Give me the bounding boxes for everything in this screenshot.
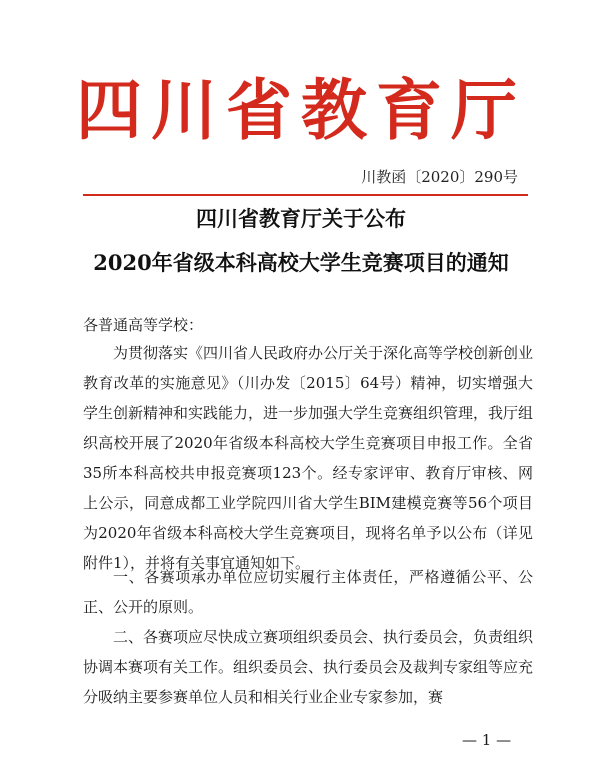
letterhead-title: 四川省教育厅 (76, 71, 526, 149)
salutation: 各普通高等学校： (83, 316, 204, 334)
document-number: 川教函〔2020〕290号 (361, 168, 518, 186)
body-paragraph-2: 一、各赛项承办单位应切实履行主体责任，严格遵循公平、公正、公开的原则。 (83, 568, 533, 616)
body-paragraph-3: 二、各赛项应尽快成立赛项组织委员会、执行委员会，负责组织协调本赛项有关工作。组织委员会、执行委员会及裁判专家组等应充分吸纳主要参赛单位人员和相关行业企业专家参加，赛 (83, 628, 534, 706)
notice-title-line-2: 2020年省级本科高校大学生竞赛项目的通知 (93, 250, 509, 275)
notice-title-line-1: 四川省教育厅关于公布 (196, 206, 406, 231)
page-number: — 1 — (462, 731, 512, 749)
body-paragraph-1: 为贯彻落实《四川省人民政府办公厅关于深化高等学校创新创业教育改革的实施意见》（川办发〔2015〕64号）精神，切实增强大学生创新精神和实践能力，进一步加强大学生竞赛组织管理，我厅组织高校开展了2020年省级本科高校大学生竞赛项目申报工作。全省35所本科高校共申报竞赛项123个。经专家评审、教育厅审核、网上公示，同意成都工业学院四川省大学生BIM建模竞赛等56个项目为2020年省级本科高校大学生竞赛项目，现将名单予以公布（详见附件1），并将有关事宜通知如下。 (83, 344, 534, 572)
red-divider-line (83, 194, 528, 196)
